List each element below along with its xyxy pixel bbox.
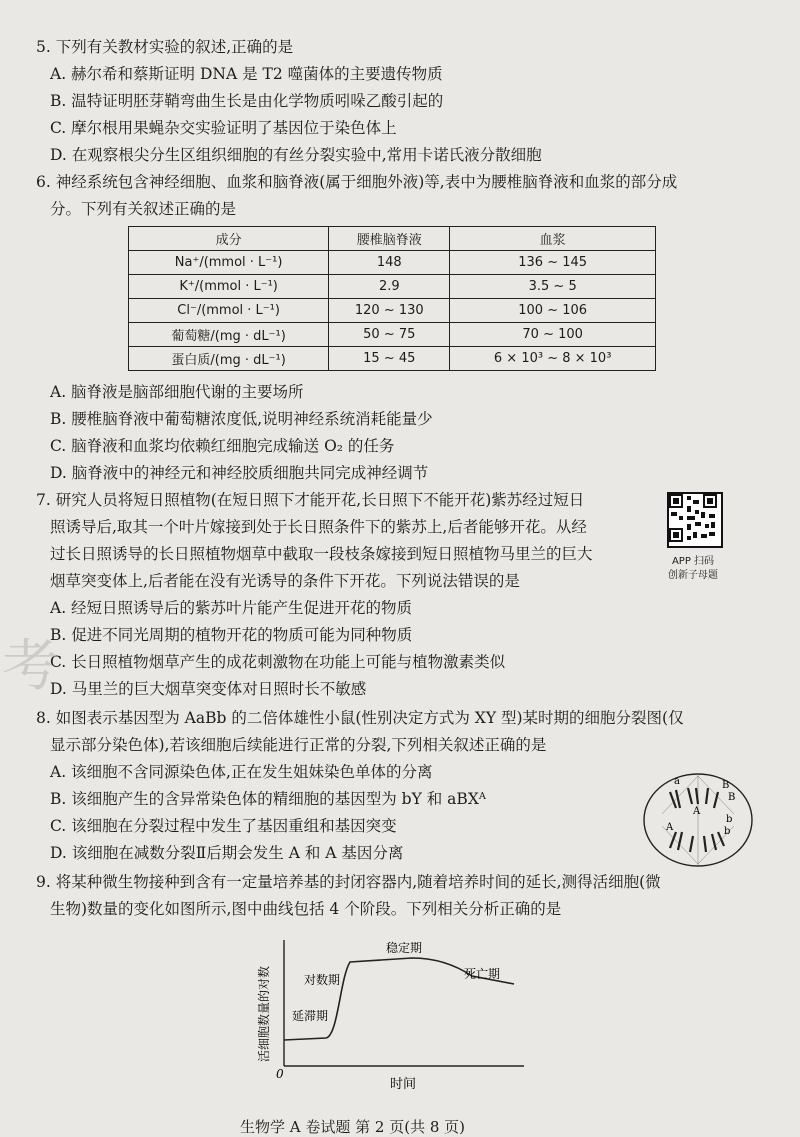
table-cell: 50 ~ 75	[329, 323, 450, 347]
gene-label: b	[726, 814, 733, 825]
table-cell: Na⁺/(mmol · L⁻¹)	[129, 251, 329, 275]
q6-option-b: B. 腰椎脑脊液中葡萄糖浓度低,说明神经系统消耗能量少	[50, 410, 433, 428]
q7-stem-line1: 7. 研究人员将短日照植物(在短日照下才能开花,长日照下不能开花)紫苏经过短日	[36, 491, 585, 509]
x-axis-label: 时间	[390, 1077, 417, 1092]
csf-plasma-table	[128, 226, 656, 371]
page-footer: 生物学 A 卷试题 第 2 页(共 8 页)	[240, 1118, 466, 1136]
q5-option-c: C. 摩尔根用果蝇杂交实验证明了基因位于染色体上	[50, 119, 397, 137]
table-cell: 136 ~ 145	[450, 251, 656, 275]
growth-curve-graph	[257, 938, 532, 1098]
watermark: 考	[2, 634, 58, 699]
qr-code[interactable]	[667, 492, 723, 548]
table-cell: 2.9	[329, 275, 450, 299]
q8-option-d: D. 该细胞在减数分裂Ⅱ后期会发生 A 和 A 基因分离	[50, 844, 404, 862]
q6-stem-line2: 分。下列有关叙述正确的是	[50, 200, 237, 218]
table-cell: 葡萄糖/(mg · dL⁻¹)	[129, 323, 329, 347]
origin-label: 0	[276, 1067, 284, 1081]
cell-division-figure	[640, 770, 756, 870]
gene-label: b	[724, 826, 731, 837]
q8-stem-line2: 显示部分染色体),若该细胞后续能进行正常的分裂,下列相关叙述正确的是	[50, 736, 547, 754]
q5-stem: 5. 下列有关教材实验的叙述,正确的是	[36, 38, 294, 56]
q8-option-b: B. 该细胞产生的含异常染色体的精细胞的基因型为 bY 和 aBXᴬ	[50, 790, 486, 808]
gene-label: A	[666, 822, 674, 833]
q7-option-c: C. 长日照植物烟草产生的成花刺激物在功能上可能与植物激素类似	[50, 653, 506, 671]
q6-option-c: C. 脑脊液和血浆均依赖红细胞完成输送 O₂ 的任务	[50, 437, 395, 455]
q5-option-b: B. 温特证明胚芽鞘弯曲生长是由化学物质吲哚乙酸引起的	[50, 92, 444, 110]
phase-label-death: 死亡期	[464, 967, 501, 981]
q5-option-a: A. 赫尔希和蔡斯证明 DNA 是 T2 噬菌体的主要遗传物质	[50, 65, 443, 83]
q7-option-b: B. 促进不同光周期的植物开花的物质可能为同种物质	[50, 626, 413, 644]
gene-label: B	[722, 780, 730, 791]
q7-stem-line3: 过长日照诱导的长日照植物烟草中截取一段枝条嫁接到短日照植物马里兰的巨大	[50, 545, 593, 563]
q9-stem-line1: 9. 将某种微生物接种到含有一定量培养基的封闭容器内,随着培养时间的延长,测得活细胞(微	[36, 873, 661, 891]
phase-label-stationary: 稳定期	[386, 941, 423, 955]
qr-code-icon	[669, 494, 717, 542]
q5-option-d: D. 在观察根尖分生区组织细胞的有丝分裂实验中,常用卡诺氏液分散细胞	[50, 146, 542, 164]
q6-option-d: D. 脑脊液中的神经元和神经胶质细胞共同完成神经调节	[50, 464, 429, 482]
q9-stem-line2: 生物)数量的变化如图所示,图中曲线包括 4 个阶段。下列相关分析正确的是	[50, 900, 562, 918]
table-cell: Cl⁻/(mmol · L⁻¹)	[129, 299, 329, 323]
gene-label: A	[693, 806, 701, 817]
gene-label: a	[674, 776, 680, 787]
table-row	[129, 323, 656, 347]
gene-label: B	[728, 792, 736, 803]
table-cell: 120 ~ 130	[329, 299, 450, 323]
table-cell: 3.5 ~ 5	[450, 275, 656, 299]
q7-stem-line2: 照诱导后,取其一个叶片嫁接到处于长日照条件下的紫苏上,后者能够开花。从经	[50, 518, 587, 536]
table-cell: K⁺/(mmol · L⁻¹)	[129, 275, 329, 299]
table-row	[129, 275, 656, 299]
q8-option-c: C. 该细胞在分裂过程中发生了基因重组和基因突变	[50, 817, 397, 835]
table-header-row	[129, 227, 656, 251]
table-row	[129, 299, 656, 323]
table-cell: 15 ~ 45	[329, 347, 450, 371]
q6-option-a: A. 脑脊液是脑部细胞代谢的主要场所	[50, 383, 304, 401]
y-axis-label: 活细胞数量的对数	[257, 965, 271, 1062]
q6-stem-line1: 6. 神经系统包含神经细胞、血浆和脑脊液(属于细胞外液)等,表中为腰椎脑脊液和血浆的部分成	[36, 173, 678, 191]
q7-option-d: D. 马里兰的巨大烟草突变体对日照时长不敏感	[50, 680, 367, 698]
qr-caption-app: APP 扫码	[671, 556, 715, 567]
q8-option-a: A. 该细胞不含同源染色体,正在发生姐妹染色单体的分离	[50, 763, 433, 781]
table-header: 血浆	[450, 227, 656, 251]
table-cell: 70 ~ 100	[450, 323, 656, 347]
table-header: 腰椎脑脊液	[329, 227, 450, 251]
phase-label-log: 对数期	[304, 973, 341, 987]
q7-option-a: A. 经短日照诱导后的紫苏叶片能产生促进开花的物质	[50, 599, 413, 617]
phase-label-lag: 延滞期	[292, 1009, 329, 1023]
table-header: 成分	[129, 227, 329, 251]
q8-stem-line1: 8. 如图表示基因型为 AaBb 的二倍体雄性小鼠(性别决定方式为 XY 型)某时期的细胞分裂图(仅	[36, 709, 684, 727]
table-row	[129, 347, 656, 371]
q7-stem-line4: 烟草突变体上,后者能在没有光诱导的条件下开花。下列说法错误的是	[50, 572, 520, 590]
qr-caption-title: 创新子母题	[668, 570, 718, 581]
table-cell: 100 ~ 106	[450, 299, 656, 323]
table-cell: 148	[329, 251, 450, 275]
table-cell: 6 × 10³ ~ 8 × 10³	[450, 347, 656, 371]
table-row	[129, 251, 656, 275]
table-cell: 蛋白质/(mg · dL⁻¹)	[129, 347, 329, 371]
